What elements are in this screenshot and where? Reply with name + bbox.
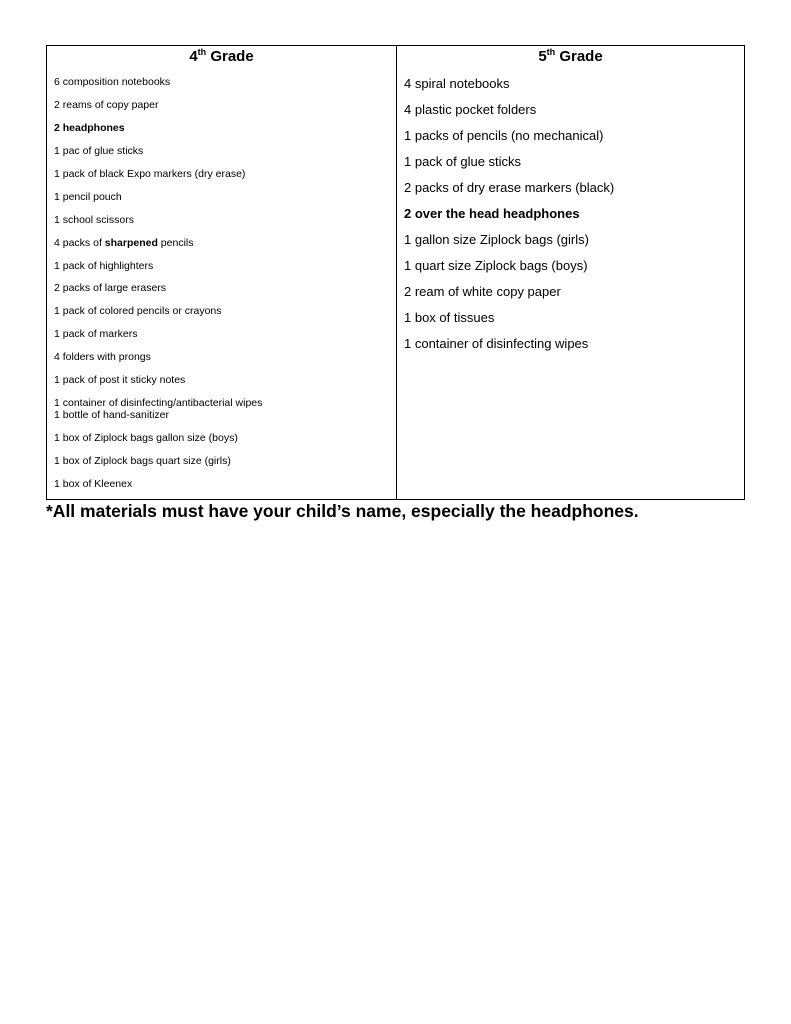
list-item: 2 packs of dry erase markers (black) (404, 180, 615, 195)
grade-5-heading: 5th Grade (538, 47, 603, 65)
list-item: 1 pack of highlighters (54, 259, 154, 272)
list-item: 2 ream of white copy paper (404, 284, 561, 299)
grade-5-supply-list (404, 76, 614, 362)
grade-4-supply-list (54, 76, 262, 501)
list-item: 4 packs of sharpened pencils (54, 236, 194, 249)
list-item: 4 spiral notebooks (404, 76, 510, 91)
grade-4-column (47, 46, 397, 499)
list-item: 1 pack of markers (54, 328, 138, 341)
list-item: 2 packs of large erasers (54, 282, 167, 295)
list-item: 1 box of Ziplock bags quart size (girls) (54, 455, 231, 468)
list-item: 1 pencil pouch (54, 190, 122, 203)
list-item: 1 pack of colored pencils or crayons (54, 305, 222, 318)
list-item: 1 container of disinfecting/antibacterial wipes 1 bottle of hand-sanitizer (54, 397, 263, 422)
list-item: 1 box of Kleenex (54, 478, 133, 490)
list-item: 1 pack of black Expo markers (dry erase) (54, 167, 246, 180)
footnote: *All materials must have your child’s name, especially the headphones. (46, 501, 639, 521)
list-item: 1 pack of glue sticks (404, 154, 522, 169)
supply-list-table (46, 45, 745, 500)
list-item: 6 composition notebooks (54, 76, 171, 88)
list-item: 1 pack of post it sticky notes (54, 374, 186, 387)
list-item: 1 pac of glue sticks (54, 144, 144, 157)
list-item: 2 headphones (54, 121, 125, 134)
list-item: 1 container of disinfecting wipes (404, 336, 589, 351)
list-item: 4 folders with prongs (54, 351, 151, 364)
list-item: 1 packs of pencils (no mechanical) (404, 128, 604, 143)
list-item: 1 box of tissues (404, 310, 495, 325)
list-item: 2 over the head headphones (404, 206, 580, 221)
list-item: 1 school scissors (54, 213, 134, 226)
grade-5-column (397, 46, 744, 499)
list-item: 1 box of Ziplock bags gallon size (boys) (54, 432, 238, 445)
grade-4-heading: 4th Grade (189, 47, 254, 65)
list-item: 4 plastic pocket folders (404, 102, 537, 117)
list-item: 2 reams of copy paper (54, 98, 159, 111)
list-item: 1 gallon size Ziplock bags (girls) (404, 232, 589, 247)
list-item: 1 quart size Ziplock bags (boys) (404, 258, 588, 273)
